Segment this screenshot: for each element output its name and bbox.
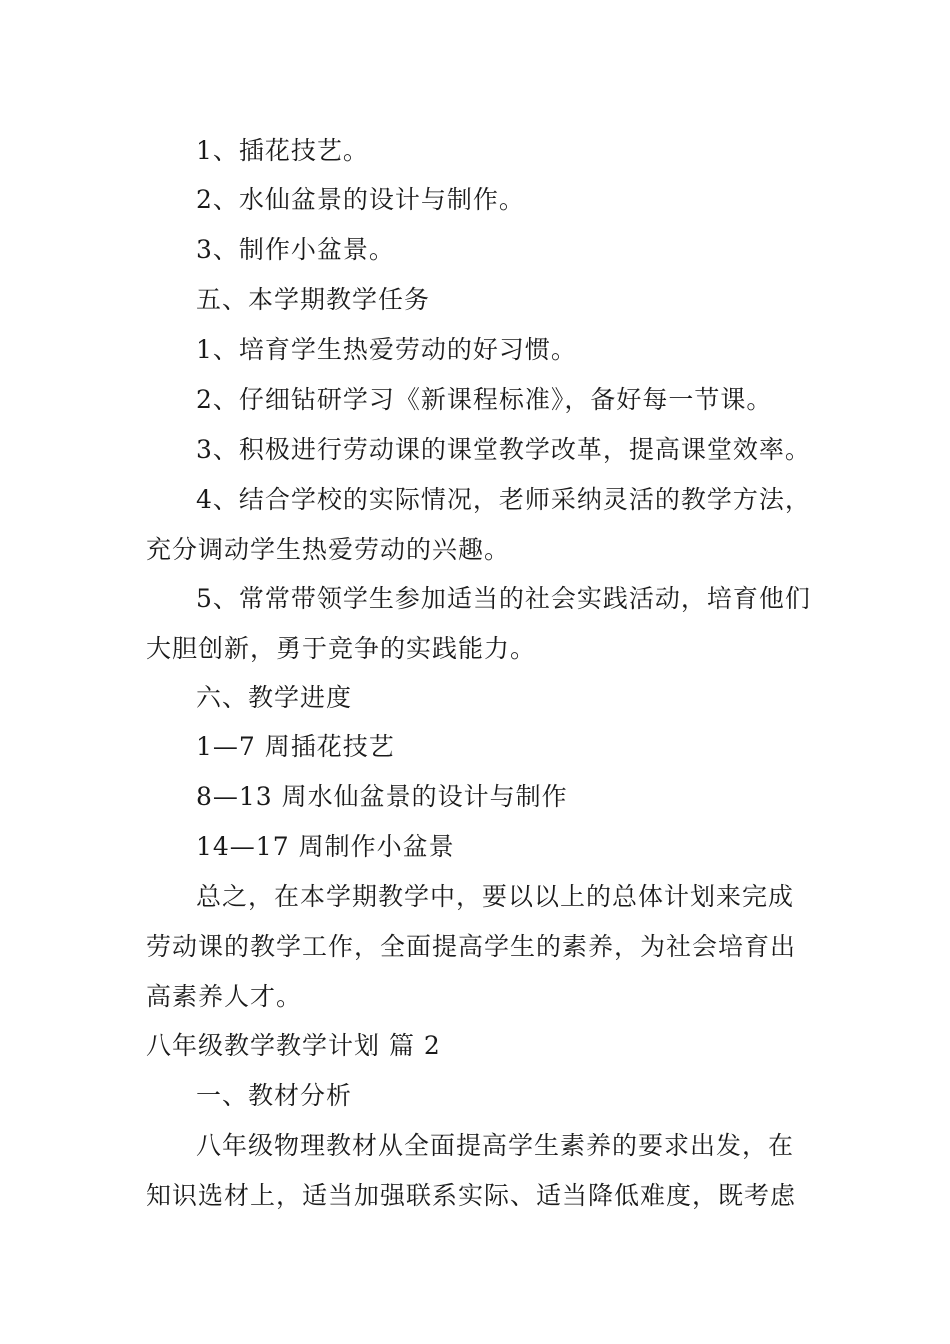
task-item-5: 5、常常带领学生参加适当的社会实践活动，培育他们	[196, 584, 811, 613]
summary-paragraph-continued: 劳动课的教学工作，全面提高学生的素养，为社会培育出	[146, 932, 797, 961]
task-item-1: 1、培育学生热爱劳动的好习惯。	[196, 335, 577, 364]
section-heading-6: 六、教学进度	[196, 683, 353, 712]
analysis-paragraph-continued: 知识选材上，适当加强联系实际、适当降低难度，既考虑	[146, 1181, 797, 1210]
schedule-item-1: 1—7 周插花技艺	[196, 732, 395, 761]
section-heading-5: 五、本学期教学任务	[196, 285, 431, 314]
summary-paragraph-end: 高素养人才。	[146, 982, 303, 1011]
analysis-paragraph: 八年级物理教材从全面提高学生素养的要求出发，在	[196, 1131, 795, 1160]
list-item-2: 2、水仙盆景的设计与制作。	[196, 185, 525, 214]
section-heading-1: 一、教材分析	[196, 1081, 353, 1110]
schedule-item-3: 14—17 周制作小盆景	[196, 832, 455, 861]
schedule-item-2: 8—13 周水仙盆景的设计与制作	[196, 782, 568, 811]
list-item-1: 1、插花技艺。	[196, 136, 369, 165]
task-item-3: 3、积极进行劳动课的课堂教学改革，提高课堂效率。	[196, 435, 811, 464]
task-item-5-continued: 大胆创新，勇于竞争的实践能力。	[146, 634, 537, 663]
task-item-4: 4、结合学校的实际情况，老师采纳灵活的教学方法，	[196, 485, 811, 514]
plan-title: 八年级教学教学计划 篇 2	[146, 1031, 441, 1060]
task-item-4-continued: 充分调动学生热爱劳动的兴趣。	[146, 535, 511, 564]
summary-paragraph: 总之，在本学期教学中，要以以上的总体计划来完成	[196, 882, 795, 911]
task-item-2: 2、仔细钻研学习《新课程标准》，备好每一节课。	[196, 385, 773, 414]
list-item-3: 3、制作小盆景。	[196, 235, 395, 264]
